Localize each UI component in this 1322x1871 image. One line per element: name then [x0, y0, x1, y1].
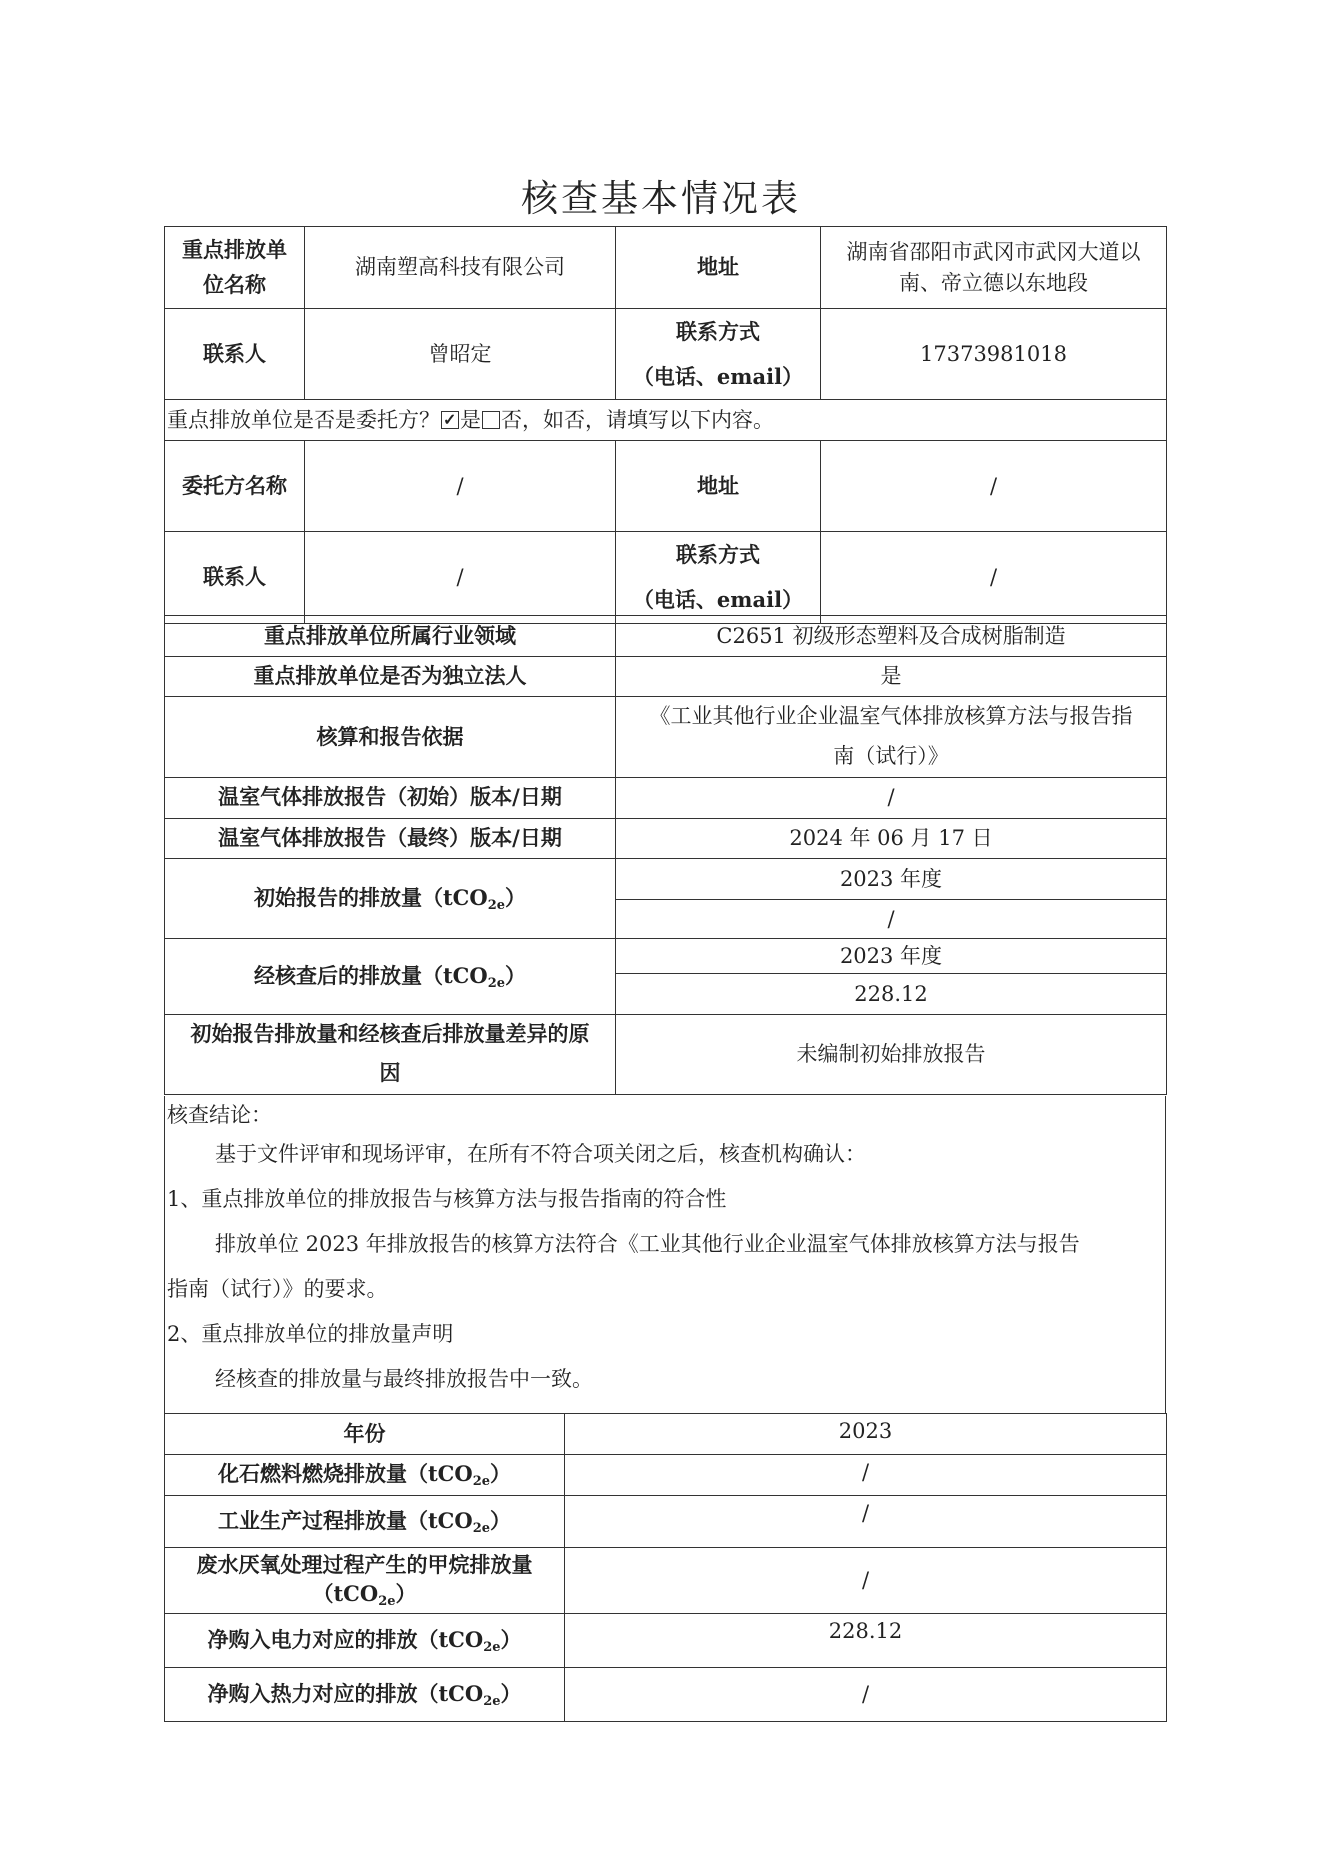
initial-emission-label: 初始报告的排放量（tCO$_{2e}$） [165, 858, 616, 938]
verified-emission-label: 经核查后的排放量（tCO$_{2e}$） [165, 938, 616, 1014]
industry-label: 重点排放单位所属行业领域 [165, 616, 616, 657]
conclusion-paragraph-3: 经核查的排放量与最终排放报告中一致。 [215, 1367, 593, 1391]
wastewater-emission-value: / [565, 1548, 1167, 1614]
page-title: 核查基本情况表 [521, 177, 801, 220]
client-contact-method-label: 联系方式 （电话、email） [616, 532, 821, 623]
conclusion-paragraph-2-line-1: 排放单位 2023 年排放报告的核算方法符合《工业其他行业企业温室气体排放核算方法与报告 [215, 1232, 1080, 1256]
basis-value: 《工业其他行业企业温室气体排放核算方法与报告指 南（试行）》 [616, 697, 1167, 778]
wastewater-emission-label: 废水厌氧处理过程产生的甲烷排放量 （tCO$_{2e}$） [165, 1548, 565, 1614]
heat-emission-value: / [565, 1668, 1167, 1722]
unit-contact-value: 曾昭定 [305, 309, 616, 400]
initial-emission-year: 2023 年度 [616, 859, 1166, 900]
electricity-emission-value: 228.12 [565, 1614, 1167, 1668]
verified-emission-year: 2023 年度 [616, 939, 1166, 974]
client-contact-value: / [305, 532, 616, 623]
industry-value: C2651 初级形态塑料及合成树脂制造 [616, 616, 1167, 657]
checkbox-yes-icon [441, 411, 459, 429]
verified-emission-cell [616, 938, 1167, 1014]
final-report-value: 2024 年 06 月 17 日 [616, 818, 1167, 858]
legal-person-value: 是 [616, 657, 1167, 697]
conclusion-section [164, 1096, 1166, 1414]
client-contact-label: 联系人 [165, 532, 305, 623]
conclusion-heading: 核查结论： [167, 1103, 272, 1127]
report-info-table [164, 615, 1167, 1095]
client-contact-method-value: / [821, 532, 1167, 623]
verified-emission-value: 228.12 [854, 981, 928, 1006]
initial-report-label: 温室气体排放报告（初始）版本/日期 [165, 777, 616, 818]
unit-contact-method-value: 17373981018 [821, 309, 1167, 400]
unit-contact-label: 联系人 [165, 309, 305, 400]
unit-name-value: 湖南塑高科技有限公司 [305, 227, 616, 309]
initial-emission-cell [616, 858, 1167, 938]
checkbox-no-icon [482, 411, 500, 429]
emission-table [164, 1413, 1167, 1722]
legal-person-label: 重点排放单位是否为独立法人 [165, 657, 616, 697]
fossil-fuel-emission-value: / [565, 1455, 1167, 1496]
electricity-emission-label: 净购入电力对应的排放（tCO$_{2e}$） [165, 1614, 565, 1668]
client-address-label: 地址 [616, 441, 821, 532]
year-label: 年份 [165, 1414, 565, 1455]
year-value: 2023 [565, 1414, 1167, 1455]
final-report-label: 温室气体排放报告（最终）版本/日期 [165, 818, 616, 858]
unit-address-value: 湖南省邵阳市武冈市武冈大道以 南、帝立德以东地段 [821, 227, 1167, 309]
unit-address-label: 地址 [616, 227, 821, 309]
conclusion-paragraph-2-line-2: 指南（试行）》的要求。 [167, 1277, 388, 1301]
basis-label: 核算和报告依据 [165, 697, 616, 778]
client-address-value: / [821, 441, 1167, 532]
process-emission-value: / [565, 1496, 1167, 1548]
conclusion-item-2: 2、重点排放单位的排放量声明 [167, 1322, 454, 1346]
diff-reason-value: 未编制初始排放报告 [616, 1014, 1167, 1094]
fossil-fuel-emission-label: 化石燃料燃烧排放量（tCO$_{2e}$） [165, 1455, 565, 1496]
unit-name-label: 重点排放单 位名称 [165, 227, 305, 309]
unit-contact-method-label: 联系方式 （电话、email） [616, 309, 821, 400]
diff-reason-label: 初始报告排放量和经核查后排放量差异的原 因 [165, 1014, 616, 1094]
conclusion-intro: 基于文件评审和现场评审，在所有不符合项关闭之后，核查机构确认： [215, 1142, 866, 1166]
initial-emission-value: / [887, 906, 895, 931]
verification-info-table [164, 226, 1167, 624]
process-emission-label: 工业生产过程排放量（tCO$_{2e}$） [165, 1496, 565, 1548]
heat-emission-label: 净购入热力对应的排放（tCO$_{2e}$） [165, 1668, 565, 1722]
entrust-question: 重点排放单位是否是委托方？✓ 是 否，如否，请填写以下内容。 [165, 400, 1167, 441]
initial-report-value: / [616, 777, 1167, 818]
conclusion-item-1: 1、重点排放单位的排放报告与核算方法与报告指南的符合性 [167, 1187, 727, 1211]
client-name-value: / [305, 441, 616, 532]
client-name-label: 委托方名称 [165, 441, 305, 532]
